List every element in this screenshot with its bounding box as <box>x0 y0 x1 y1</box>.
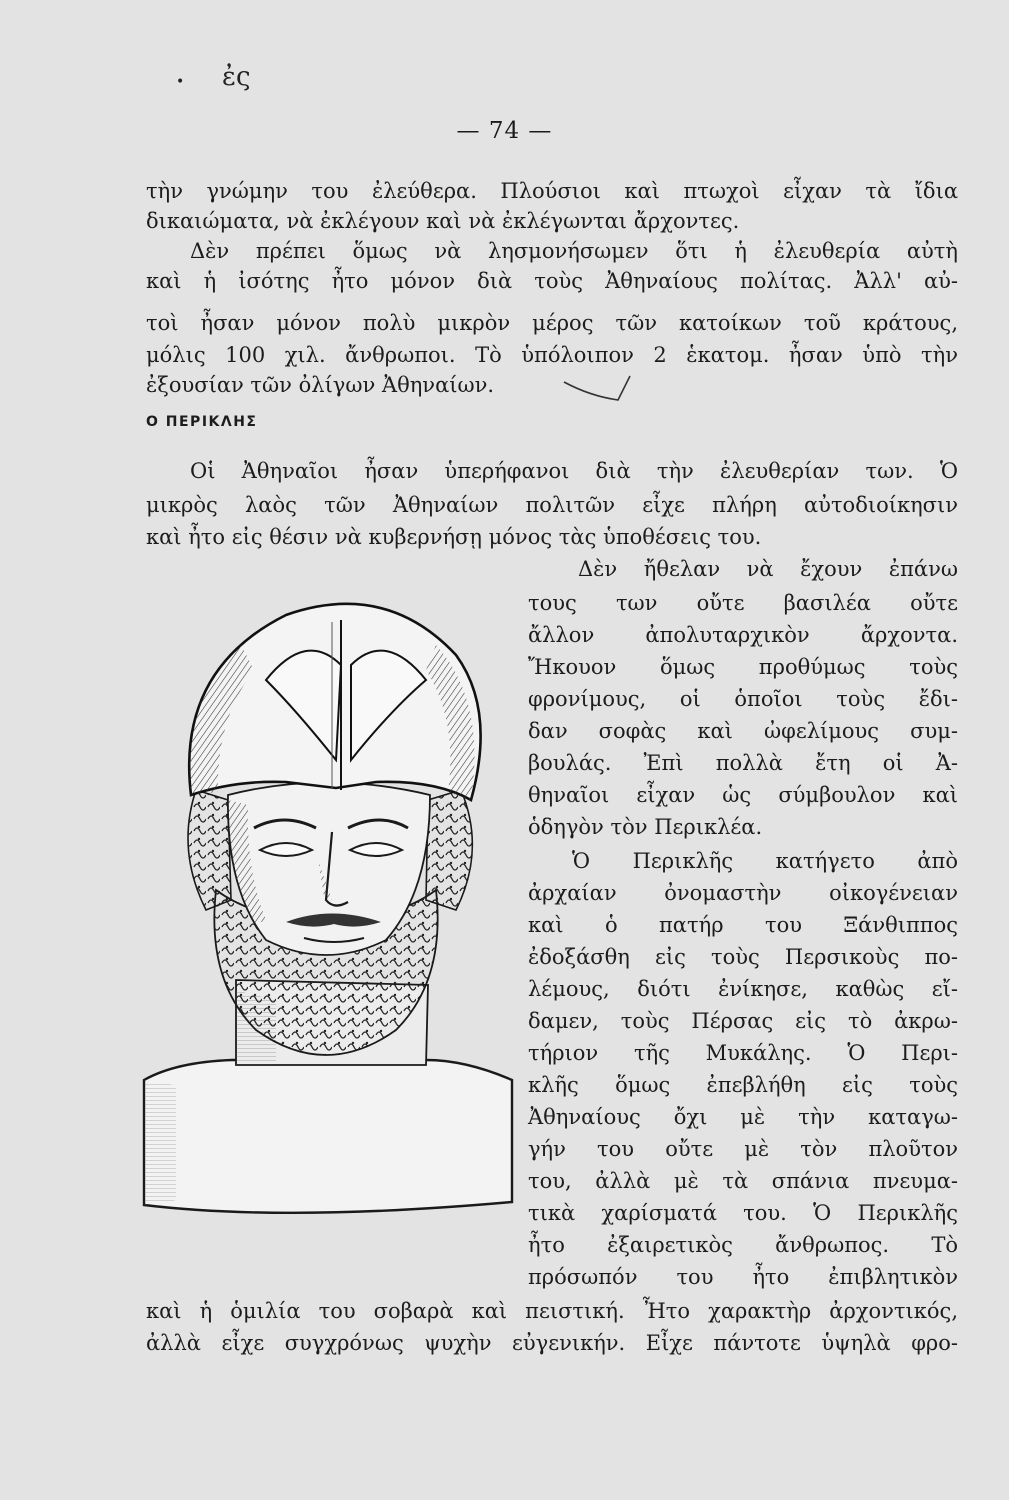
text-line: ἄλλον ἀπολυταρχικὸν ἄρχοντα. <box>528 623 958 647</box>
text-line: τὴν γνώμην του ἐλεύθερα. Πλούσιοι καὶ πτωχοὶ εἶχαν τὰ ἴδια <box>146 179 958 203</box>
text-line: Οἱ Ἀθηναῖοι ἦσαν ὑπερήφανοι διὰ τὴν ἐλευθερίαν των. Ὁ <box>190 459 958 483</box>
section-heading: Ο ΠΕΡΙΚΛΗΣ <box>146 414 258 430</box>
handwritten-mark: ἐς <box>222 62 251 92</box>
text-line: βουλάς. Ἐπὶ πολλὰ ἔτη οἱ Ἀ- <box>528 751 958 775</box>
pencil-mark <box>560 372 640 406</box>
text-line: Ἀθηναίους ὄχι μὲ τὴν καταγω- <box>528 1105 958 1129</box>
pericles-bust-illustration <box>136 560 520 1240</box>
text-line: ἐξουσίαν τῶν ὀλίγων Ἀθηναίων. <box>146 373 495 397</box>
text-line: μικρὸς λαὸς τῶν Ἀθηναίων πολιτῶν εἶχε πλήρη αὐτοδιοίκησιν <box>146 493 958 517</box>
page-number: — 74 — <box>456 118 553 144</box>
ink-dot: • <box>176 74 185 90</box>
text-line: φρονίμους, οἱ ὁποῖοι τοὺς ἔδι- <box>528 687 958 711</box>
text-line: ἀρχαίαν ὀνομαστὴν οἰκογένειαν <box>528 881 958 905</box>
text-line: δικαιώματα, νὰ ἐκλέγουν καὶ νὰ ἐκλέγωνται ἄρχοντες. <box>146 209 740 233</box>
text-line: ἀλλὰ εἶχε συγχρόνως ψυχὴν εὐγενικήν. Εἶχε πάντοτε ὑψηλὰ φρο- <box>146 1331 958 1355</box>
text-line: τήριον τῆς Μυκάλης. Ὁ Περι- <box>528 1041 958 1065</box>
text-line: γήν του οὔτε μὲ τὸν πλοῦτον <box>528 1137 958 1161</box>
text-line: δαν σοφὰς καὶ ὠφελίμους συμ- <box>528 719 958 743</box>
text-line: καὶ ἦτο εἰς θέσιν νὰ κυβερνήσῃ μόνος τὰς ὑποθέσεις του. <box>146 525 762 549</box>
text-line: λέμους, διότι ἐνίκησε, καθὼς εἴ- <box>528 977 958 1001</box>
text-line: δαμεν, τοὺς Πέρσας εἰς τὸ ἀκρω- <box>528 1009 958 1033</box>
text-line: μόλις 100 χιλ. ἄνθρωποι. Τὸ ὑπόλοιπον 2 ἑκατομ. ἦσαν ὑπὸ τὴν <box>146 343 958 367</box>
text-line: κλῆς ὅμως ἐπεβλήθη εἰς τοὺς <box>528 1073 958 1097</box>
text-line: Δὲν ἤθελαν νὰ ἔχουν ἐπάνω <box>578 557 958 581</box>
text-line: τικὰ χαρίσματά του. Ὁ Περικλῆς <box>528 1201 958 1225</box>
text-line: Ἤκουον ὅμως προθύμως τοὺς <box>528 655 958 679</box>
text-line: τους των οὔτε βασιλέα οὔτε <box>528 591 958 615</box>
text-line: Δὲν πρέπει ὅμως νὰ λησμονήσωμεν ὅτι ἡ ἐλευθερία αὐτὴ <box>190 239 958 263</box>
text-line: καὶ ὁ πατήρ του Ξάνθιππος <box>528 913 958 937</box>
text-line: ἐδοξάσθη εἰς τοὺς Περσικοὺς πο- <box>528 945 958 969</box>
text-line: θηναῖοι εἶχαν ὡς σύμβουλον καὶ <box>528 783 958 807</box>
text-line: πρόσωπόν του ἦτο ἐπιβλητικὸν <box>528 1265 958 1289</box>
text-line: τοὶ ἦσαν μόνον πολὺ μικρὸν μέρος τῶν κατοίκων τοῦ κράτους, <box>146 311 958 335</box>
text-line: ὁδηγὸν τὸν Περικλέα. <box>528 815 763 839</box>
text-line: καὶ ἡ ὁμιλία του σοβαρὰ καὶ πειστική. Ἦτο χαρακτὴρ ἀρχοντικός, <box>146 1299 958 1323</box>
text-line: ἦτο ἐξαιρετικὸς ἄνθρωπος. Τὸ <box>528 1233 958 1257</box>
text-line: του, ἀλλὰ μὲ τὰ σπάνια πνευμα- <box>528 1169 958 1193</box>
text-line: Ὁ Περικλῆς κατήγετο ἀπὸ <box>572 849 958 873</box>
text-line: καὶ ἡ ἰσότης ἦτο μόνον διὰ τοὺς Ἀθηναίους πολίτας. Ἀλλ' αὐ- <box>146 269 958 293</box>
